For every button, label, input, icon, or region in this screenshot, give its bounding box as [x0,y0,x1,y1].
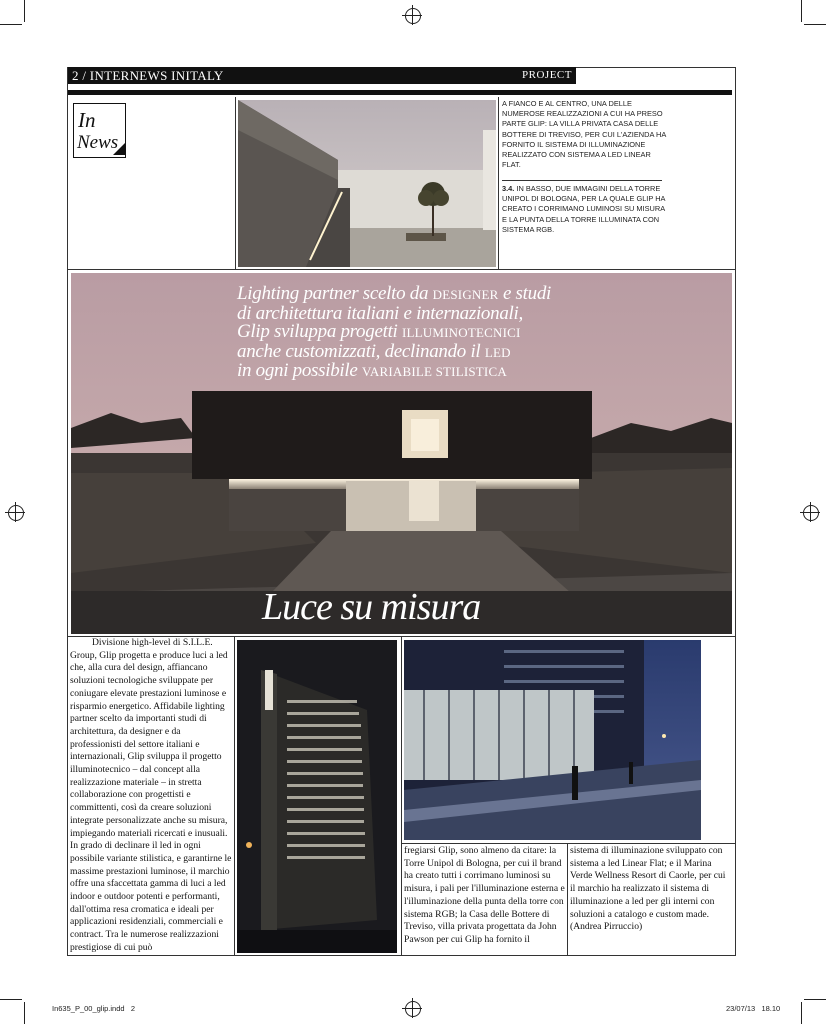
tower-night-photo [237,640,397,953]
magazine-logo [73,103,126,158]
crop-mark [24,1002,25,1024]
pullquote-fragment: e studi [502,283,552,304]
pullquote-fragment: Glip sviluppa progetti [237,321,398,342]
registration-mark-icon [8,505,24,521]
pullquote-fragment: in ogni possibile [237,360,358,381]
caption-rule [502,180,662,181]
pullquote-line [237,285,597,305]
crop-mark [0,999,22,1000]
caption-number: 3.4. [502,184,515,193]
crop-mark [0,24,22,25]
section-header [68,67,576,84]
divider [567,843,568,956]
divider [401,636,402,956]
svg-text:News: News [77,132,119,153]
pullquote-fragment: Lighting partner scelto da [237,283,429,304]
section-label: 2 / INTERNEWS INITALY [72,68,224,83]
pullquote-line: di architettura italiani e internazionali, [237,302,523,324]
crop-mark [801,0,802,22]
crop-mark [804,999,826,1000]
article-column-3: sistema di illuminazione sviluppato con sistema a led Linear Flat; e il Marina Verde Wellness Resort di Caorle, per cui il marchio ha realizzato il sistema di illuminazione a led per gli interni con soluzioni a catalogo e custom made. (Andrea Pirruccio) [570,845,726,933]
hero-pullquote [237,285,597,382]
villa-stair-photo [238,100,496,267]
crop-mark [801,1002,802,1024]
pullquote-fragment: LED [484,344,511,360]
section-category: PROJECT [522,69,572,81]
divider [68,269,735,270]
photo-caption-secondary [502,184,667,235]
divider [234,636,235,956]
caption-text: IN BASSO, DUE IMMAGINI DELLA TORRE UNIPOL DI BOLOGNA, PER LA QUALE GLIP HA CREATO I CORRIMANO LUMINOSI SU MISURA E LA PUNTA DELLA TORRE ILLUMINATA CON SISTEMA RGB. [502,184,666,234]
crop-mark [804,24,826,25]
article-title: Luce su misura [262,586,481,628]
divider [401,843,735,844]
file-slug: In635_P_00_glip.indd 2 [52,1004,135,1013]
registration-mark-icon [405,8,421,24]
article-column-2: fregiarsi Glip, sono almeno da citare: la Torre Unipol di Bologna, per cui il brand ha creato tutti i corrimano luminosi su misura, i pali per l'illuminazione esterna e l'illuminazione della punta della torre con sistema RGB; la Casa delle Bottere di Treviso, villa privata progettata da John Pawson per cui Glip ha fornito il [404,845,565,945]
photo-caption: A FIANCO E AL CENTRO, UNA DELLE NUMEROSE REALIZZAZIONI A CUI HA PRESO PARTE GLIP: LA VILLA PRIVATA CASA DELLE BOTTERE DI TREVISO, PER CUI L'AZIENDA HA FORNITO IL SISTEMA DI ILLUMINAZIONE REALIZZATO CON SISTEMA A LED LINEAR FLAT. [502,99,666,170]
pullquote-fragment: VARIABILE STILISTICA [361,364,507,379]
pullquote-line [237,362,597,382]
print-date: 23/07/13 18.10 [726,1004,781,1013]
registration-mark-icon [803,505,819,521]
header-rule [68,90,732,95]
tower-entrance-photo [404,640,701,840]
pullquote-fragment: ILLUMINOTECNICI [401,325,521,340]
registration-mark-icon [405,1001,421,1017]
article-column-1: Divisione high-level di S.I.L.E. Group, Glip progetta e produce luci a led che, alla cura del design, affiancano soluzioni tecnologiche sviluppate per coniugare elevate prestazioni luminose e risparmio energetico. Affidabile lighting partner scelto da importanti studi di architettura, da designer e da professionisti del settore italiani e internazionali, Glip sviluppa il progetto illuminotecnico – dal concept alla realizzazione materiale – in stretta collaborazione con progettisti e committenti, così da creare soluzioni integrate personalizzate anche su misura, impiegando materiali ricercati e inusuali. In grado di declinare il led in ogni possibile variante stilistica, e garantirne le massime prestazioni luminose, il marchio offre una sfaccettata gamma di luci a led indoor e outdoor potenti e performanti, dall'ottima resa cromatica e ideali per applicazioni residenziali, commerciali e contract. Tra le numerose realizzazioni prestigiose di cui può [70,637,232,953]
svg-text:In: In [78,108,96,132]
pullquote-fragment: anche customizzati, declinando il [237,340,481,362]
pullquote-fragment: DESIGNER [432,287,499,302]
divider [235,97,236,269]
divider [498,97,499,269]
crop-mark [24,0,25,22]
